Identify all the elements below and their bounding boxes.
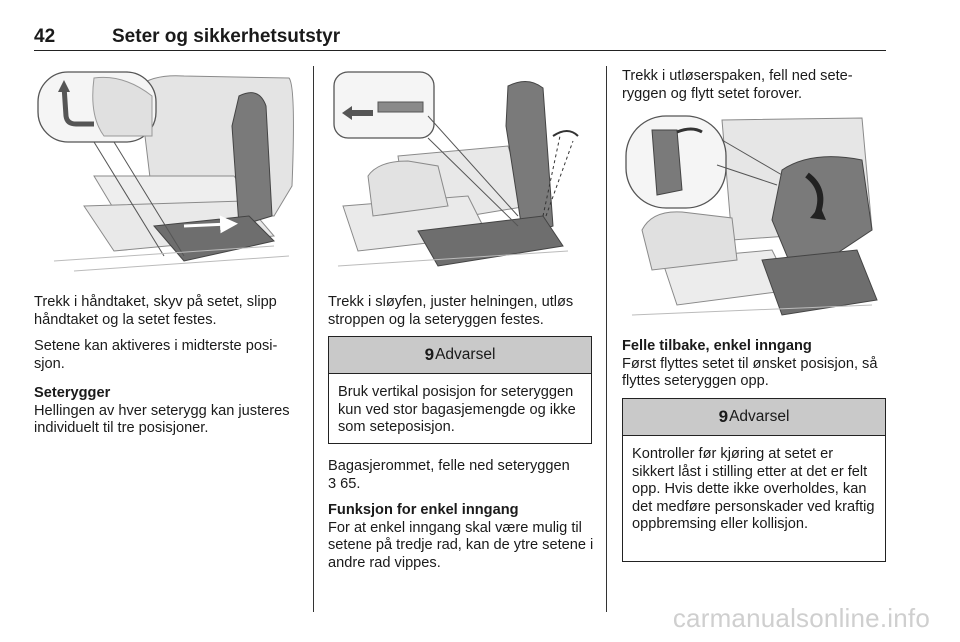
col2-paragraph-1: Trekk i sløyfen, juster helningen, utløs stroppen og la seteryggen festes. [328, 294, 574, 328]
warning-text: Kontroller før kjøring at setet er sikkert låst i stilling etter at det er felt opp. Hvis dette ikke overholdes, kan det medføre personskader ved kraftig oppbremsing eller kollisjon. [632, 446, 875, 532]
section-title-enkel-inngang: Funksjon for enkel inngang [328, 502, 519, 518]
col1-paragraph-1: Trekk i håndtaket, skyv på setet, slipp håndtaket og la setet festes. [34, 294, 277, 328]
section-title-felle-tilbake: Felle tilbake, enkel inngang [622, 338, 812, 354]
warning-icon: 9 [424, 345, 435, 364]
warning-icon: 9 [718, 407, 729, 426]
col1-paragraph-3: Hellingen av hver seterygg kan justeres individuelt til tre posisjoner. [34, 402, 290, 436]
page-number: 42 [34, 26, 56, 47]
warning-box-1 [328, 336, 592, 444]
col3-paragraph-2: Først flyttes setet til ønsket posisjon, så flyttes seteryggen opp. [622, 355, 878, 389]
seat-recline-illustration [328, 66, 592, 278]
page-title: Seter og sikkerhetsutstyr [112, 26, 341, 47]
col3-paragraph-1: Trekk i utløserspaken, fell ned seteryggen og flytt setet forover. [622, 68, 853, 102]
warning-text: Bruk vertikal posisjon for seteryggen kun ved stor bagasjemengde og ikke som seteposisjon. [338, 384, 576, 435]
warning-box-2 [622, 398, 886, 562]
seat-slide-illustration [34, 66, 298, 278]
col2-paragraph-2 [328, 458, 594, 493]
col2-section-3 [328, 502, 594, 572]
column-divider-1 [313, 66, 314, 612]
warning-title: Advarsel [435, 346, 496, 363]
column-1 [34, 294, 300, 447]
column-2-lower [328, 458, 594, 581]
column-divider-2 [606, 66, 607, 612]
column-3-lower [622, 338, 888, 400]
col2-paragraph-3: For at enkel inngang skal være mulig til setene på tredje rad, kan de ytre setene i andre rad vippes. [328, 519, 594, 571]
col1-paragraph-2: Setene kan aktiveres i midterste posisjon. [34, 338, 278, 372]
warning-title: Advarsel [729, 408, 790, 425]
easy-entry-illustration [622, 110, 886, 326]
page-header [34, 22, 886, 51]
col1-section-3 [34, 385, 300, 438]
column-2 [328, 294, 594, 338]
warning-header [623, 399, 885, 436]
watermark: carmanualsonline.info [672, 603, 930, 633]
col3-section-2 [622, 338, 888, 391]
column-3 [622, 68, 886, 112]
warning-header [329, 337, 591, 374]
page-reference-link[interactable]: 3 65. [328, 475, 361, 492]
col2-text-2: Bagasjerommet, felle ned seteryggen [328, 458, 570, 474]
section-title-seterygger: Seterygger [34, 385, 111, 401]
